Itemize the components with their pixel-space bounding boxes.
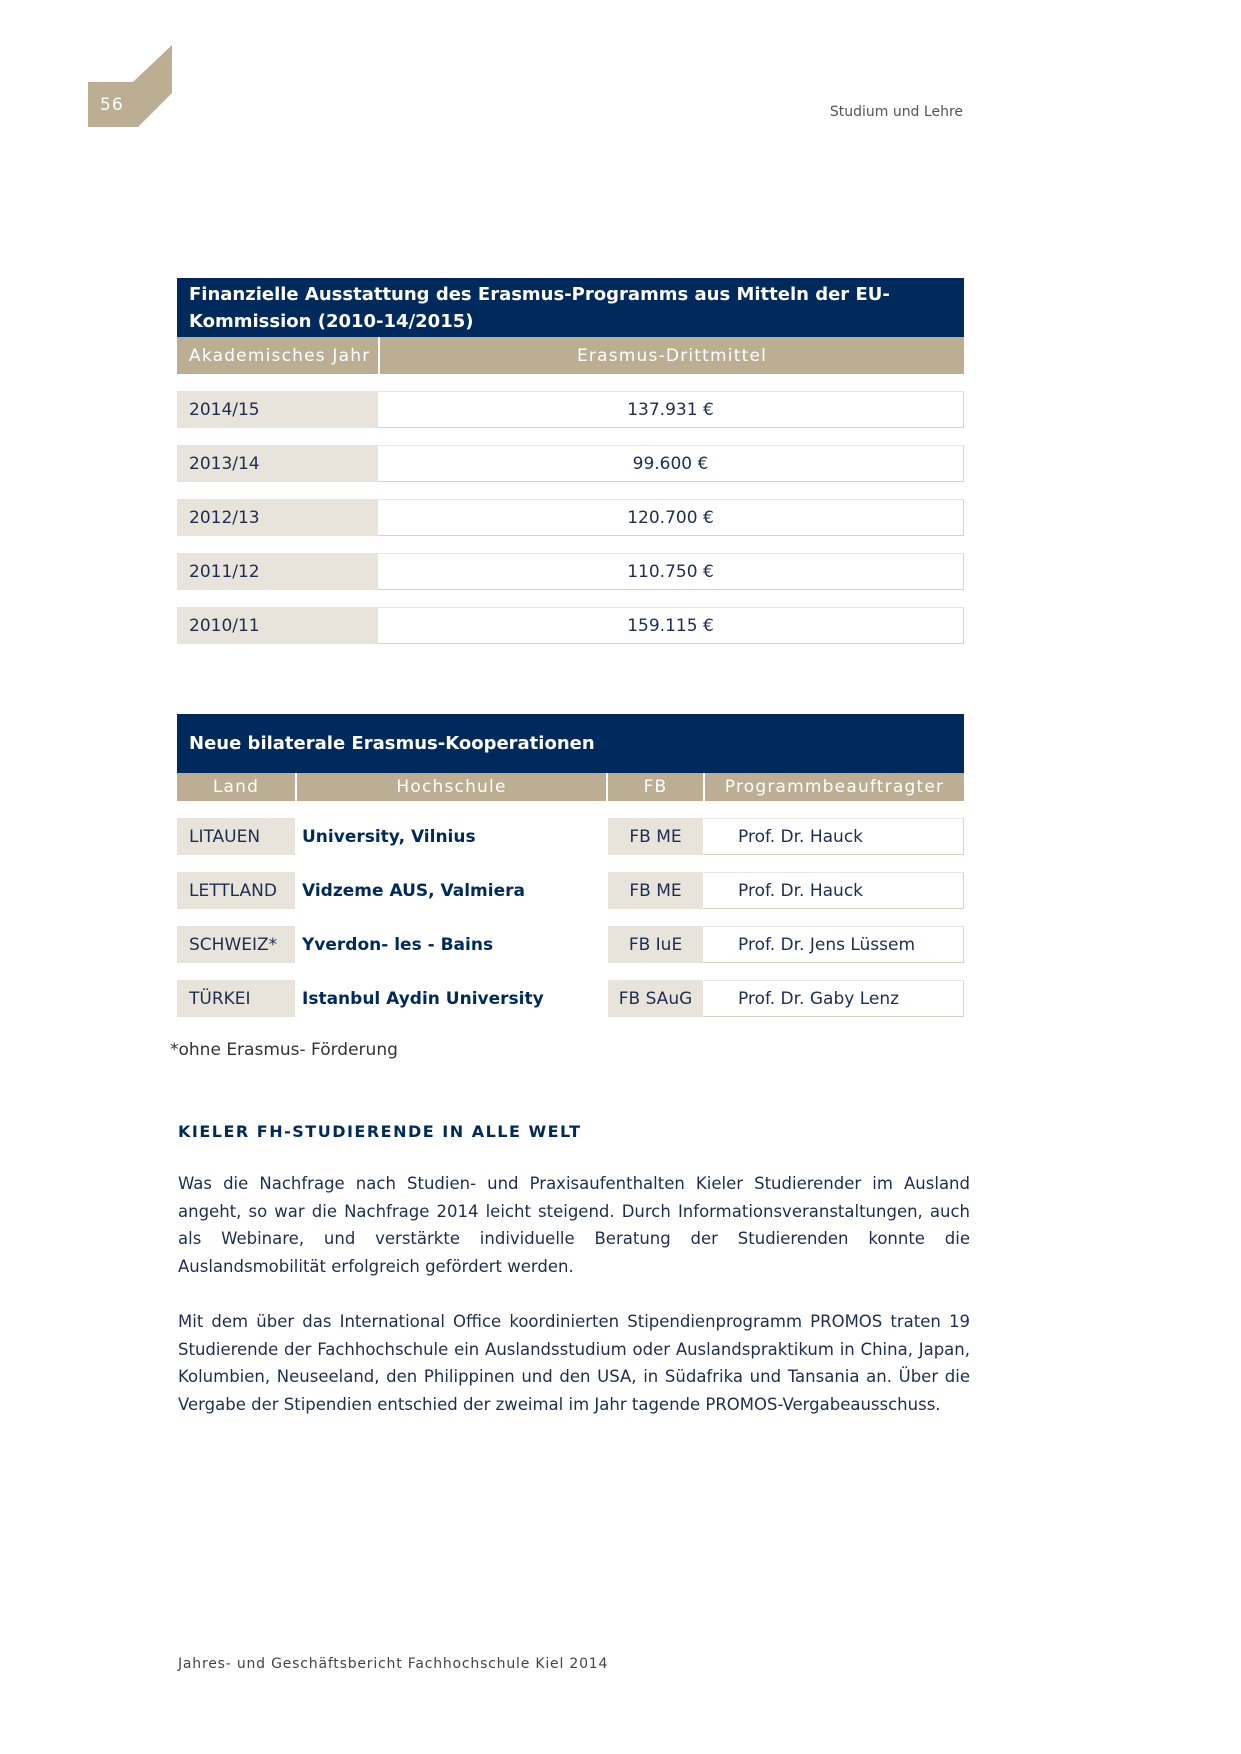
table-row [177,607,964,644]
column-header-fb: FB [606,773,703,801]
fb-cell: FB IuE [606,926,703,963]
table-footnote: *ohne Erasmus- Förderung [170,1040,398,1060]
beauftragter-cell: Prof. Dr. Hauck [703,872,964,909]
table-row [177,818,964,855]
column-header-year: Akademisches Jahr [189,345,371,366]
section-header: Studium und Lehre [829,104,963,120]
table-row [177,445,964,482]
cooperation-table-title: Neue bilaterale Erasmus-Kooperationen [177,714,964,773]
year-cell: 2013/14 [177,445,378,482]
land-cell: TÜRKEI [177,980,295,1017]
table-row [177,926,964,963]
year-cell: 2014/15 [177,391,378,428]
table-row [177,980,964,1017]
paragraph: Was die Nachfrage nach Studien- und Praxisaufenthalten Kieler Studierender im Ausland angeht, so war die Nachfrage 2014 leicht steigend. Durch Informationsveranstaltungen, auch als Webinare, und verstärkte individuelle Beratung der Studierenden konnte die Auslandsmobilität erfolgreich gefördert werden. [178,1174,970,1276]
amount-cell: 99.600 € [378,445,964,482]
fb-cell: FB ME [606,818,703,855]
beauftragter-cell: Prof. Dr. Gaby Lenz [703,980,964,1017]
column-header-beauftragter: Programmbeauftragter [703,773,964,801]
column-header-hochschule: Hochschule [295,773,606,801]
hochschule-cell: Yverdon- les - Bains [295,926,606,963]
fb-cell: FB SAuG [606,980,703,1017]
year-cell: 2011/12 [177,553,378,590]
page-number: 56 [100,95,124,115]
amount-cell: 120.700 € [378,499,964,536]
table-row [177,391,964,428]
section-heading: KIELER FH-STUDIERENDE IN ALLE WELT [178,1122,582,1141]
amount-cell: 137.931 € [378,391,964,428]
funding-table-title: Finanzielle Ausstattung des Erasmus-Programms aus Mitteln der EU-Kommission (2010-14/2015) [177,278,964,337]
year-cell: 2010/11 [177,607,378,644]
hochschule-cell: Istanbul Aydin University [295,980,606,1017]
table-row [177,872,964,909]
hochschule-cell: University, Vilnius [295,818,606,855]
amount-cell: 110.750 € [378,553,964,590]
beauftragter-cell: Prof. Dr. Hauck [703,818,964,855]
column-header-land: Land [212,777,260,797]
funding-table-header [177,337,964,374]
hochschule-cell: Vidzeme AUS, Valmiera [295,872,606,909]
page-footer: Jahres- und Geschäftsbericht Fachhochschule Kiel 2014 [178,1656,609,1672]
table-row [177,553,964,590]
cooperation-table [177,714,964,1017]
year-cell: 2012/13 [177,499,378,536]
paragraph: Mit dem über das International Office koordinierten Stipendienprogramm PROMOS traten 19 Studierende der Fachhochschule ein Auslandsstudium oder Auslandspraktikum in China, Japan, Kolumbien, Neuseeland, den Philippinen und den USA, in Südafrika und Tansania an. Über die Vergabe der Stipendien entschied der zweimal im Jahr tagende PROMOS-Vergabeausschuss. [178,1312,970,1414]
beauftragter-cell: Prof. Dr. Jens Lüssem [703,926,964,963]
table-row [177,499,964,536]
amount-cell: 159.115 € [378,607,964,644]
fb-cell: FB ME [606,872,703,909]
land-cell: SCHWEIZ* [177,926,295,963]
cooperation-table-header [177,773,964,801]
land-cell: LETTLAND [177,872,295,909]
column-header-amount: Erasmus-Drittmittel [378,337,964,374]
land-cell: LITAUEN [177,818,295,855]
funding-table [177,278,964,644]
